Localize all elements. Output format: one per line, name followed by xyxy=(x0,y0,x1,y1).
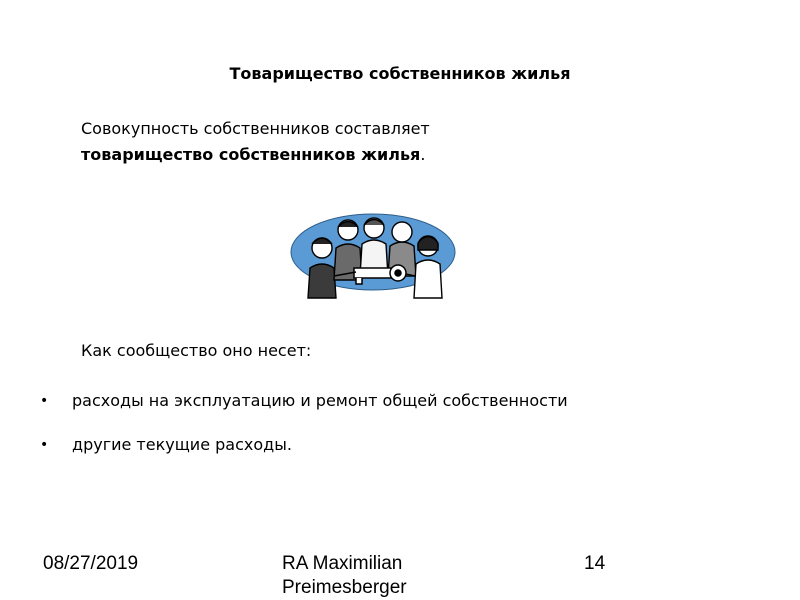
key-bow-hole xyxy=(395,270,401,276)
slide-title: Товарищество собственников жилья xyxy=(229,64,571,83)
footer-author-line-2: Preimesberger xyxy=(282,577,407,598)
intro-paragraph xyxy=(81,116,430,168)
bullet-list xyxy=(38,390,568,478)
intro-tail: . xyxy=(420,145,426,164)
bullet-text: расходы на эксплуатацию и ремонт общей собственности xyxy=(72,391,568,410)
bullet-dot-icon: • xyxy=(40,437,49,453)
person-4-head xyxy=(392,222,412,242)
people-holding-key-clipart xyxy=(290,210,456,302)
bullet-item xyxy=(38,390,568,434)
bullet-item xyxy=(38,434,568,478)
person-5-body xyxy=(414,260,442,298)
bullet-dot-icon: • xyxy=(40,393,49,409)
bullet-text: другие текущие расходы. xyxy=(72,435,292,454)
lead-text: Как сообщество оно несет: xyxy=(81,341,312,360)
footer-author-line-1: RA Maximilian xyxy=(282,553,403,574)
intro-line-2 xyxy=(81,142,430,168)
key-teeth xyxy=(356,278,362,284)
person-1-body xyxy=(308,264,336,298)
intro-bold-term: товарищество собственников жилья xyxy=(81,145,421,164)
footer-author xyxy=(282,552,482,600)
footer-date: 08/27/2019 xyxy=(43,553,139,574)
footer-page-number: 14 xyxy=(584,553,606,574)
clipart-svg xyxy=(290,210,456,302)
key-shaft xyxy=(354,268,394,278)
intro-line-1: Совокупность собственников составляет xyxy=(81,119,430,138)
